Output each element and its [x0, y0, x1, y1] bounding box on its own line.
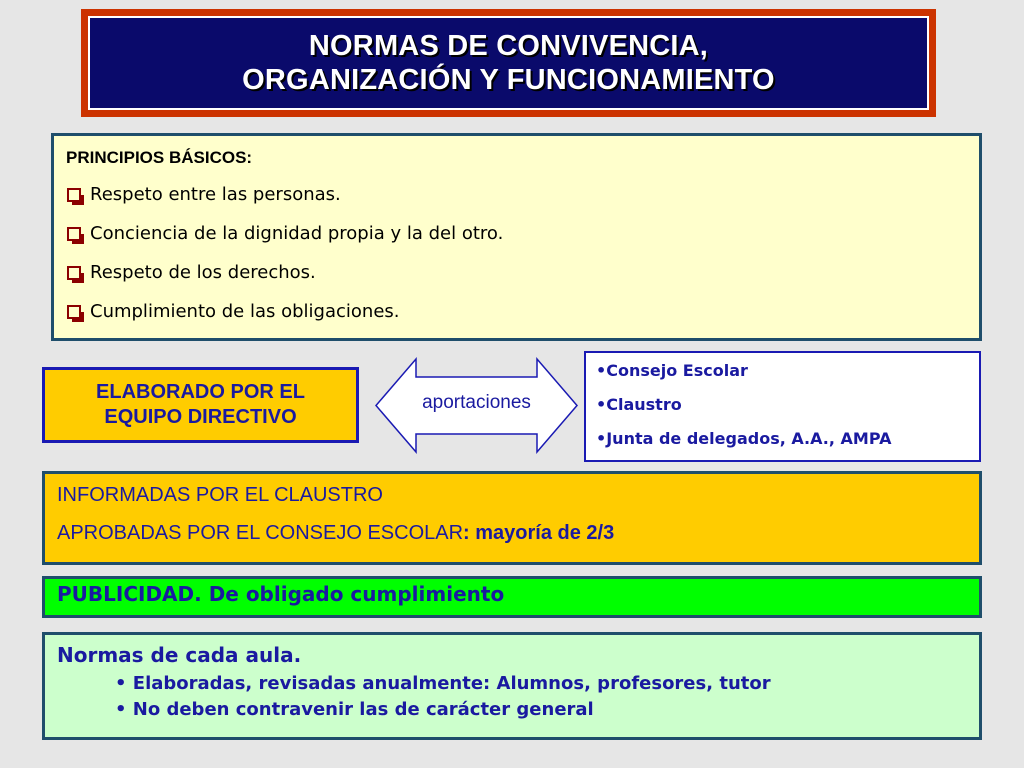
aportante-item: •Junta de delegados, A.A., AMPA — [596, 429, 892, 448]
informadas-line: INFORMADAS POR EL CLAUSTRO — [57, 484, 383, 506]
elaborado-line-2: EQUIPO DIRECTIVO — [104, 406, 297, 428]
title-line-2: ORGANIZACIÓN Y FUNCIONAMIENTO — [242, 64, 775, 96]
elaborado-line-1: ELABORADO POR EL — [96, 381, 305, 403]
checkbox-bullet-icon — [67, 305, 81, 319]
checkbox-bullet-icon — [67, 266, 81, 280]
aprobadas-suffix: : mayoría de 2/3 — [463, 522, 615, 544]
principio-text: Respeto de los derechos. — [90, 262, 316, 283]
checkbox-bullet-icon — [67, 227, 81, 241]
principios-box — [51, 133, 982, 341]
informadas-box — [42, 471, 982, 565]
elaborado-box — [42, 367, 359, 443]
principio-item — [66, 301, 967, 322]
checkbox-bullet-icon — [67, 188, 81, 202]
normas-aula-box — [42, 632, 982, 740]
title-inner — [88, 16, 929, 110]
normas-aula-bullet: • No deben contravenir las de carácter general — [115, 699, 594, 720]
aprobadas-line — [57, 522, 967, 545]
aportante-item: •Consejo Escolar — [596, 361, 748, 380]
aportante-item: •Claustro — [596, 395, 682, 414]
principio-text: Respeto entre las personas. — [90, 184, 341, 205]
normas-aula-bullet: • Elaboradas, revisadas anualmente: Alumnos, profesores, tutor — [115, 673, 771, 694]
principio-item — [66, 184, 967, 205]
publicidad-box — [42, 576, 982, 618]
principio-item — [66, 223, 967, 244]
principio-text: Cumplimiento de las obligaciones. — [90, 301, 400, 322]
principio-text: Conciencia de la dignidad propia y la del otro. — [90, 223, 504, 244]
normas-aula-title: Normas de cada aula. — [57, 643, 302, 667]
principio-item — [66, 262, 967, 283]
aprobadas-main: APROBADAS POR EL CONSEJO ESCOLAR — [57, 522, 464, 544]
title-line-1: NORMAS DE CONVIVENCIA, — [308, 30, 709, 62]
principios-heading: PRINCIPIOS BÁSICOS: — [66, 148, 253, 167]
title-banner — [81, 9, 936, 117]
aportaciones-label: aportaciones — [422, 392, 531, 413]
aportantes-box — [584, 351, 981, 462]
publicidad-text: PUBLICIDAD. De obligado cumplimiento — [57, 582, 505, 606]
